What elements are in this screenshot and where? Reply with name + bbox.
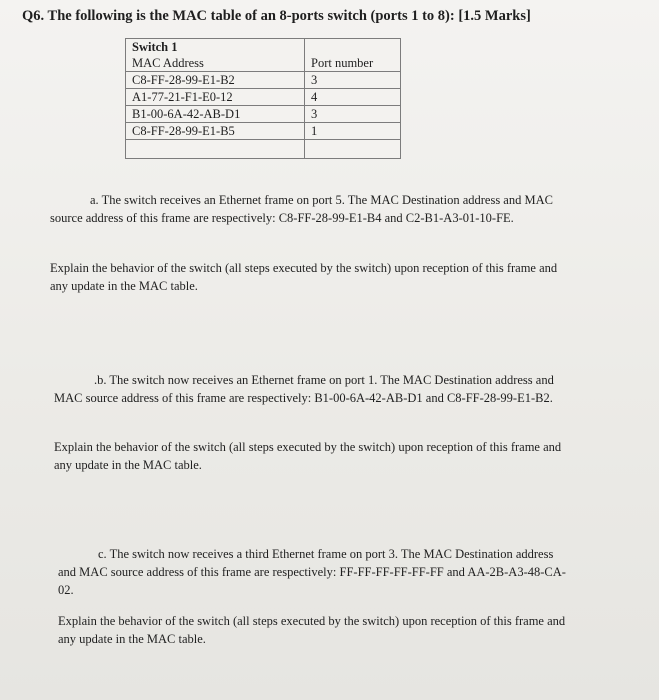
port-number-cell: 3 <box>305 72 401 89</box>
part-a-question <box>50 191 570 227</box>
mac-table <box>125 38 401 159</box>
mac-address-cell: A1-77-21-F1-E0-12 <box>126 89 305 106</box>
part-b-question <box>54 371 568 407</box>
mac-address-cell: C8-FF-28-99-E1-B2 <box>126 72 305 89</box>
table-row <box>126 89 401 106</box>
mac-address-cell: B1-00-6A-42-AB-D1 <box>126 106 305 123</box>
part-a-explain: Explain the behavior of the switch (all steps executed by the switch) upon reception of this frame and any update in the MAC table. <box>50 261 558 293</box>
part-c-question <box>58 545 566 599</box>
question-title: Q6. The following is the MAC table of an 8-ports switch (ports 1 to 8): [1.5 Marks] <box>22 8 531 24</box>
part-a-text: a. The switch receives an Ethernet frame on port 5. The MAC Destination address and MAC source address of this frame are respectively: C8-FF-28-99-E1-B4 and C2-B1-A3-01-10-FE. <box>50 193 553 225</box>
switch-label: Switch 1 <box>126 39 305 56</box>
part-c-explain: Explain the behavior of the switch (all steps executed by the switch) upon reception of this frame and any update in the MAC table. <box>58 614 566 646</box>
table-header-row <box>126 39 401 56</box>
part-b-text: .b. The switch now receives an Ethernet frame on port 1. The MAC Destination address and MAC source address of this frame are respectively: B1-00-6A-42-AB-D1 and C8-FF-28-99-E1-B2. <box>54 373 554 405</box>
mac-address-header: MAC Address <box>126 55 305 72</box>
table-row <box>126 106 401 123</box>
part-b-explain: Explain the behavior of the switch (all steps executed by the switch) upon reception of this frame and any update in the MAC table. <box>54 440 562 472</box>
empty-cell <box>126 140 305 159</box>
port-number-header: Port number <box>305 55 401 72</box>
port-number-cell: 4 <box>305 89 401 106</box>
table-header-blank <box>305 39 401 56</box>
empty-cell <box>305 140 401 159</box>
port-number-cell: 1 <box>305 123 401 140</box>
table-row <box>126 123 401 140</box>
mac-address-cell: C8-FF-28-99-E1-B5 <box>126 123 305 140</box>
part-c-text: c. The switch now receives a third Ethernet frame on port 3. The MAC Destination address and MAC source address of this frame are respectively: FF-FF-FF-FF-FF-FF and AA-2B-A3-48-CA-02. <box>58 547 566 597</box>
table-row <box>126 72 401 89</box>
table-empty-row <box>126 140 401 159</box>
port-number-cell: 3 <box>305 106 401 123</box>
table-column-header-row <box>126 55 401 72</box>
